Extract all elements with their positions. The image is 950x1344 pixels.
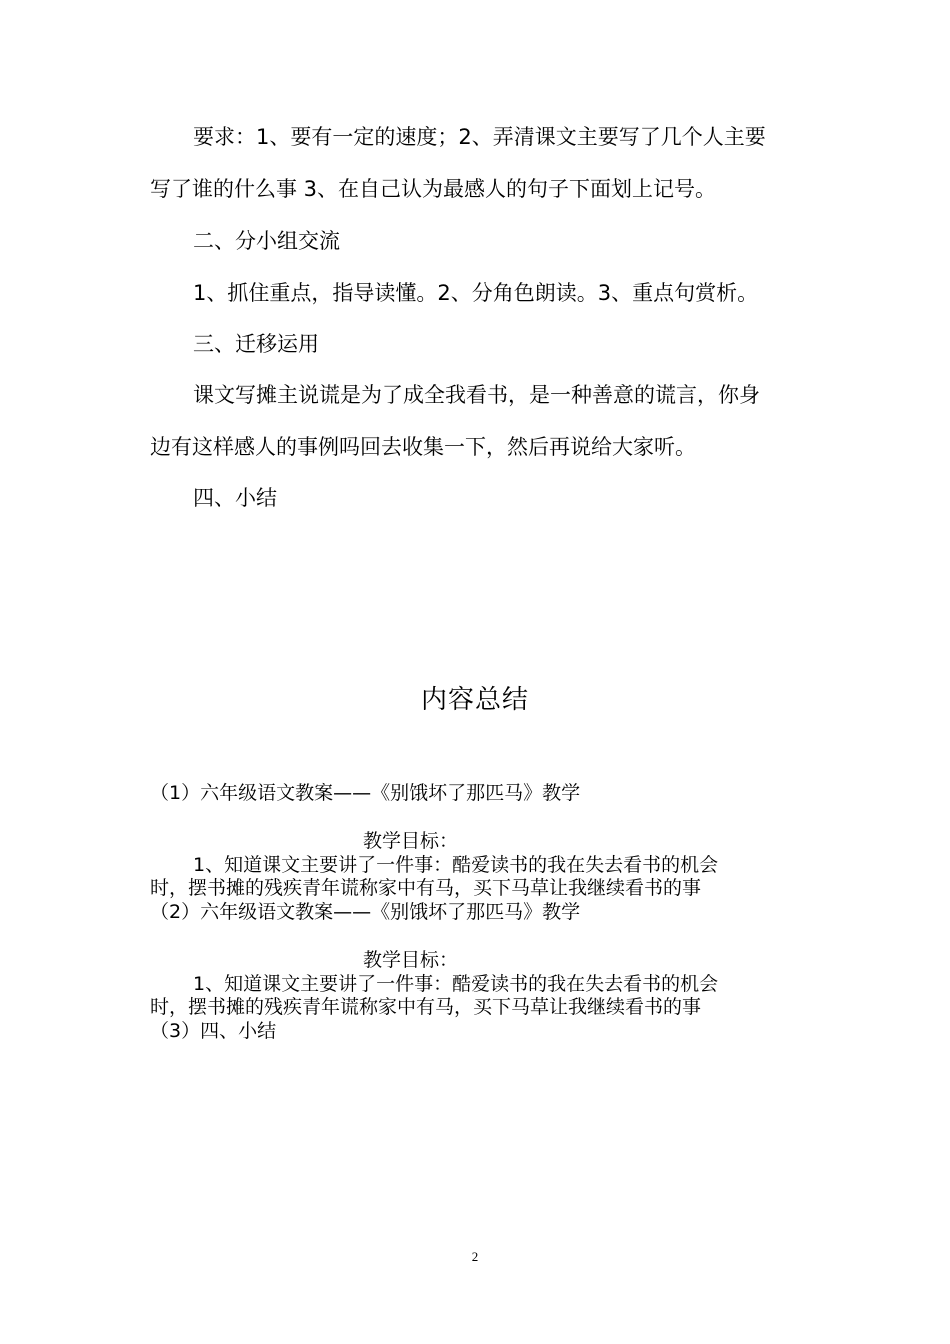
summary-item-2-title: （2）六年级语文教案——《别饿坏了那匹马》教学 [150,901,581,923]
section-4-heading: 四、小结 [193,486,277,510]
section-3-line-2: 边有这样感人的事例吗回去收集一下，然后再说给大家听。 [150,435,696,459]
summary-item-1-line-2: 时，摆书摊的残疾青年谎称家中有马，买下马草让我继续看书的事 [150,877,702,899]
requirements-line-2: 写了谁的什么事 3、在自己认为最感人的句子下面划上记号。 [150,177,717,201]
section-3-line-1: 课文写摊主说谎是为了成全我看书，是一种善意的谎言，你身 [193,383,760,407]
section-3-heading: 三、迁移运用 [193,332,319,356]
summary-item-2-goal: 教学目标： [363,949,459,971]
requirements-line-1: 要求：1、要有一定的速度；2、弄清课文主要写了几个人主要 [193,125,766,149]
summary-item-3-title: （3）四、小结 [150,1020,277,1042]
summary-item-2-line-2: 时，摆书摊的残疾青年谎称家中有马，买下马草让我继续看书的事 [150,996,702,1018]
summary-title: 内容总结 [420,685,529,715]
page-number: 2 [471,1249,479,1264]
section-2-heading: 二、分小组交流 [193,229,340,253]
summary-item-1-goal: 教学目标： [363,830,459,852]
section-2-item: 1、抓住重点，指导读懂。2、分角色朗读。3、重点句赏析。 [193,281,759,305]
summary-item-2-line-1: 1、知道课文主要讲了一件事：酷爱读书的我在失去看书的机会 [193,973,719,995]
summary-item-1-line-1: 1、知道课文主要讲了一件事：酷爱读书的我在失去看书的机会 [193,854,719,876]
summary-item-1-title: （1）六年级语文教案——《别饿坏了那匹马》教学 [150,782,581,804]
